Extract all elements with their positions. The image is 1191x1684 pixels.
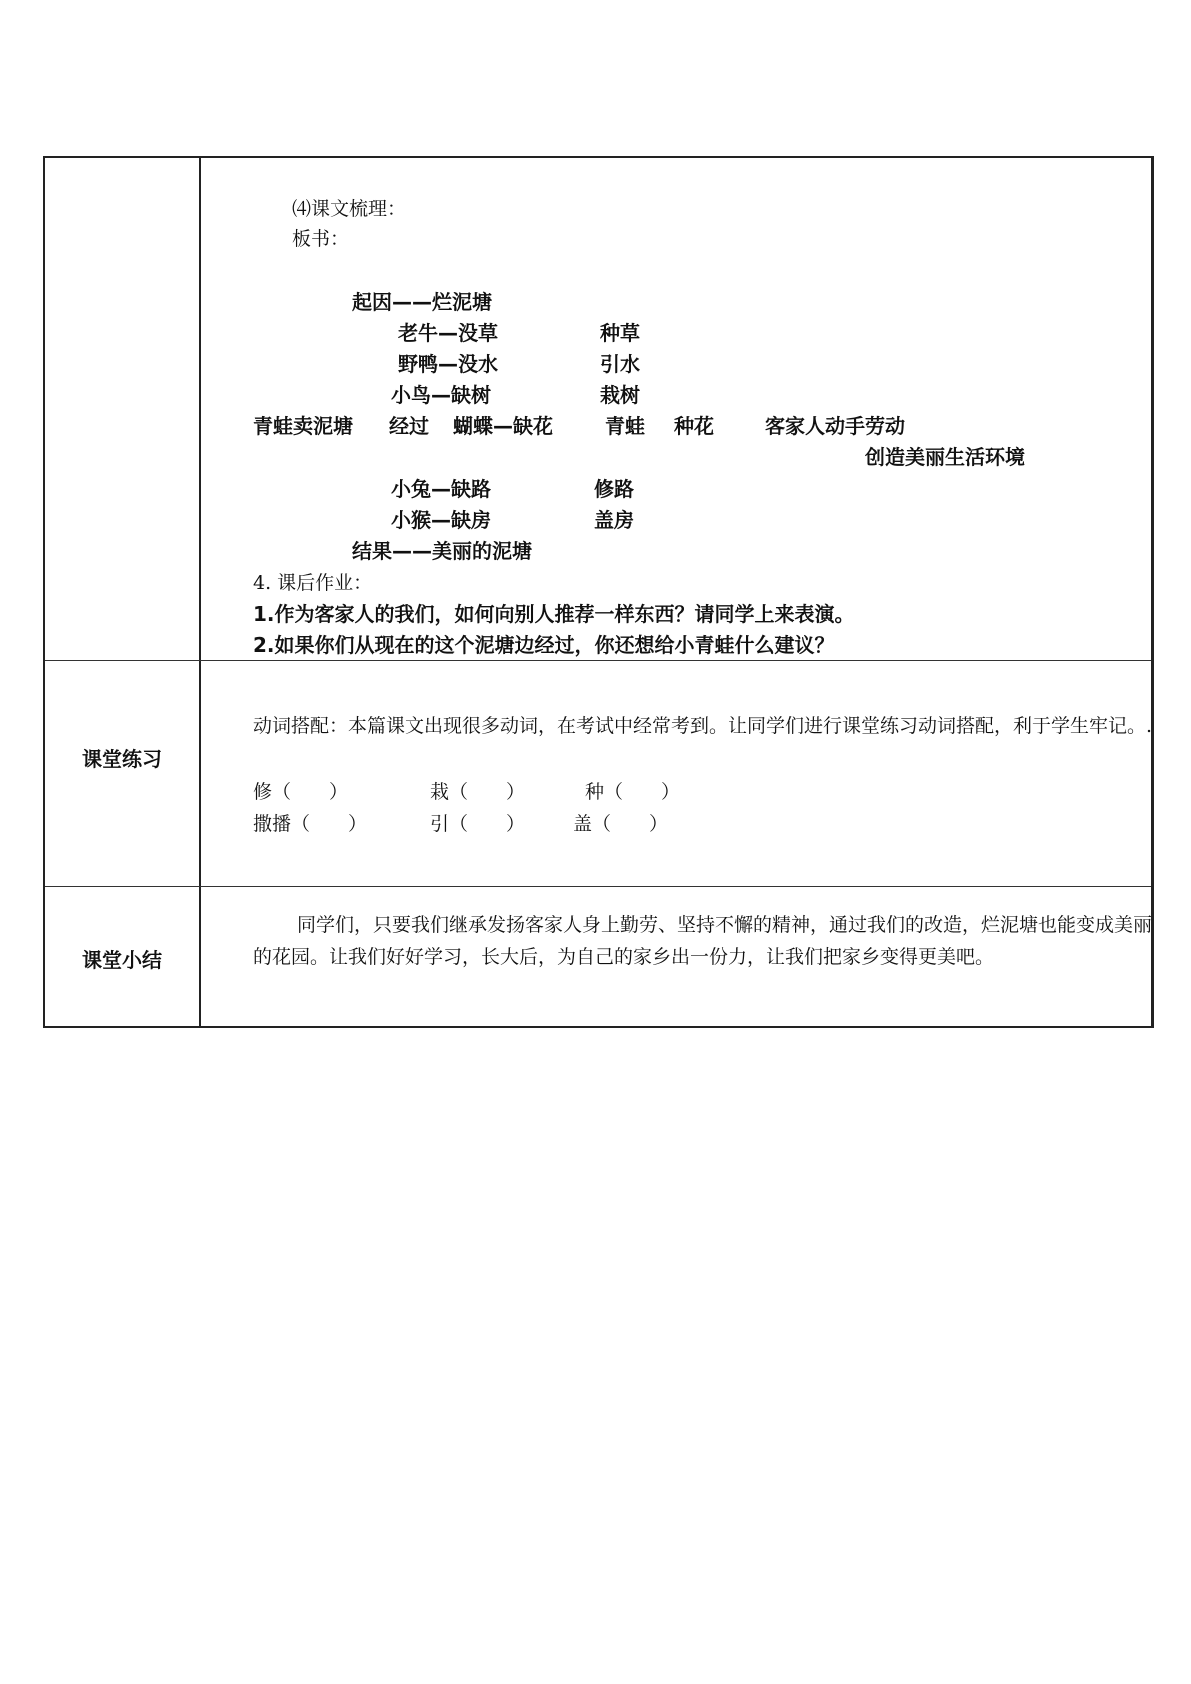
practice-intro: 动词搭配：本篇课文出现很多动词，在考试中经常考到。让同学们进行课堂练习动词搭配，利于学生牢记。. <box>253 715 1153 737</box>
board-row6-left: 小猴—缺房 <box>391 508 491 532</box>
board-row4-right: 种花 <box>674 414 714 438</box>
board-row5-right: 修路 <box>594 477 634 501</box>
board-cause: 起因——烂泥塘 <box>352 290 492 314</box>
board-row1-left: 老牛—没草 <box>398 321 498 345</box>
board-row4-left: 蝴蝶—缺花 <box>453 414 553 438</box>
board-cell <box>201 158 1151 660</box>
lesson-table <box>43 156 1154 1028</box>
exercise-gai: 盖（ ） <box>573 813 669 835</box>
board-result: 结果——美丽的泥塘 <box>352 539 532 563</box>
section-label-summary: 课堂小结 <box>82 948 162 972</box>
board-environment: 创造美丽生活环境 <box>865 445 1025 469</box>
board-row3-right: 栽树 <box>600 383 640 407</box>
text-organize-heading: ⑷课文梳理： <box>292 198 407 220</box>
board-main-title: 青蛙卖泥塘 <box>253 414 353 438</box>
section-label-practice: 课堂练习 <box>82 747 162 771</box>
exercise-xiu: 修（ ） <box>253 781 349 803</box>
exercise-zhong: 种（ ） <box>585 781 681 803</box>
board-frog: 青蛙 <box>605 414 645 438</box>
board-label: 板书： <box>292 228 350 250</box>
summary-cell <box>201 887 1151 1026</box>
board-row3-left: 小鸟—缺树 <box>391 383 491 407</box>
board-hakka: 客家人动手劳动 <box>765 414 905 438</box>
board-row2-left: 野鸭—没水 <box>398 352 498 376</box>
practice-cell <box>201 661 1151 886</box>
exercise-sabo: 撒播（ ） <box>253 813 368 835</box>
homework-item-1: 1.作为客家人的我们，如何向别人推荐一样东西？请同学上来表演。 <box>253 602 855 626</box>
homework-item-2: 2.如果你们从现在的这个泥塘边经过，你还想给小青蛙什么建议？ <box>253 633 835 657</box>
board-row5-left: 小兔—缺路 <box>391 477 491 501</box>
board-row2-right: 引水 <box>600 352 640 376</box>
exercise-zai: 栽（ ） <box>430 781 526 803</box>
homework-label: 4. 课后作业： <box>253 572 373 594</box>
board-row6-right: 盖房 <box>594 508 634 532</box>
board-row1-right: 种草 <box>600 321 640 345</box>
summary-text: 同学们，只要我们继承发扬客家人身上勤劳、坚持不懈的精神，通过我们的改造，烂泥塘也能变成美丽的花园。让我们好好学习，长大后，为自己的家乡出一份力，让我们把家乡变得更美吧。 <box>253 914 1153 968</box>
board-process: 经过 <box>389 414 429 438</box>
exercise-yin: 引（ ） <box>430 813 526 835</box>
